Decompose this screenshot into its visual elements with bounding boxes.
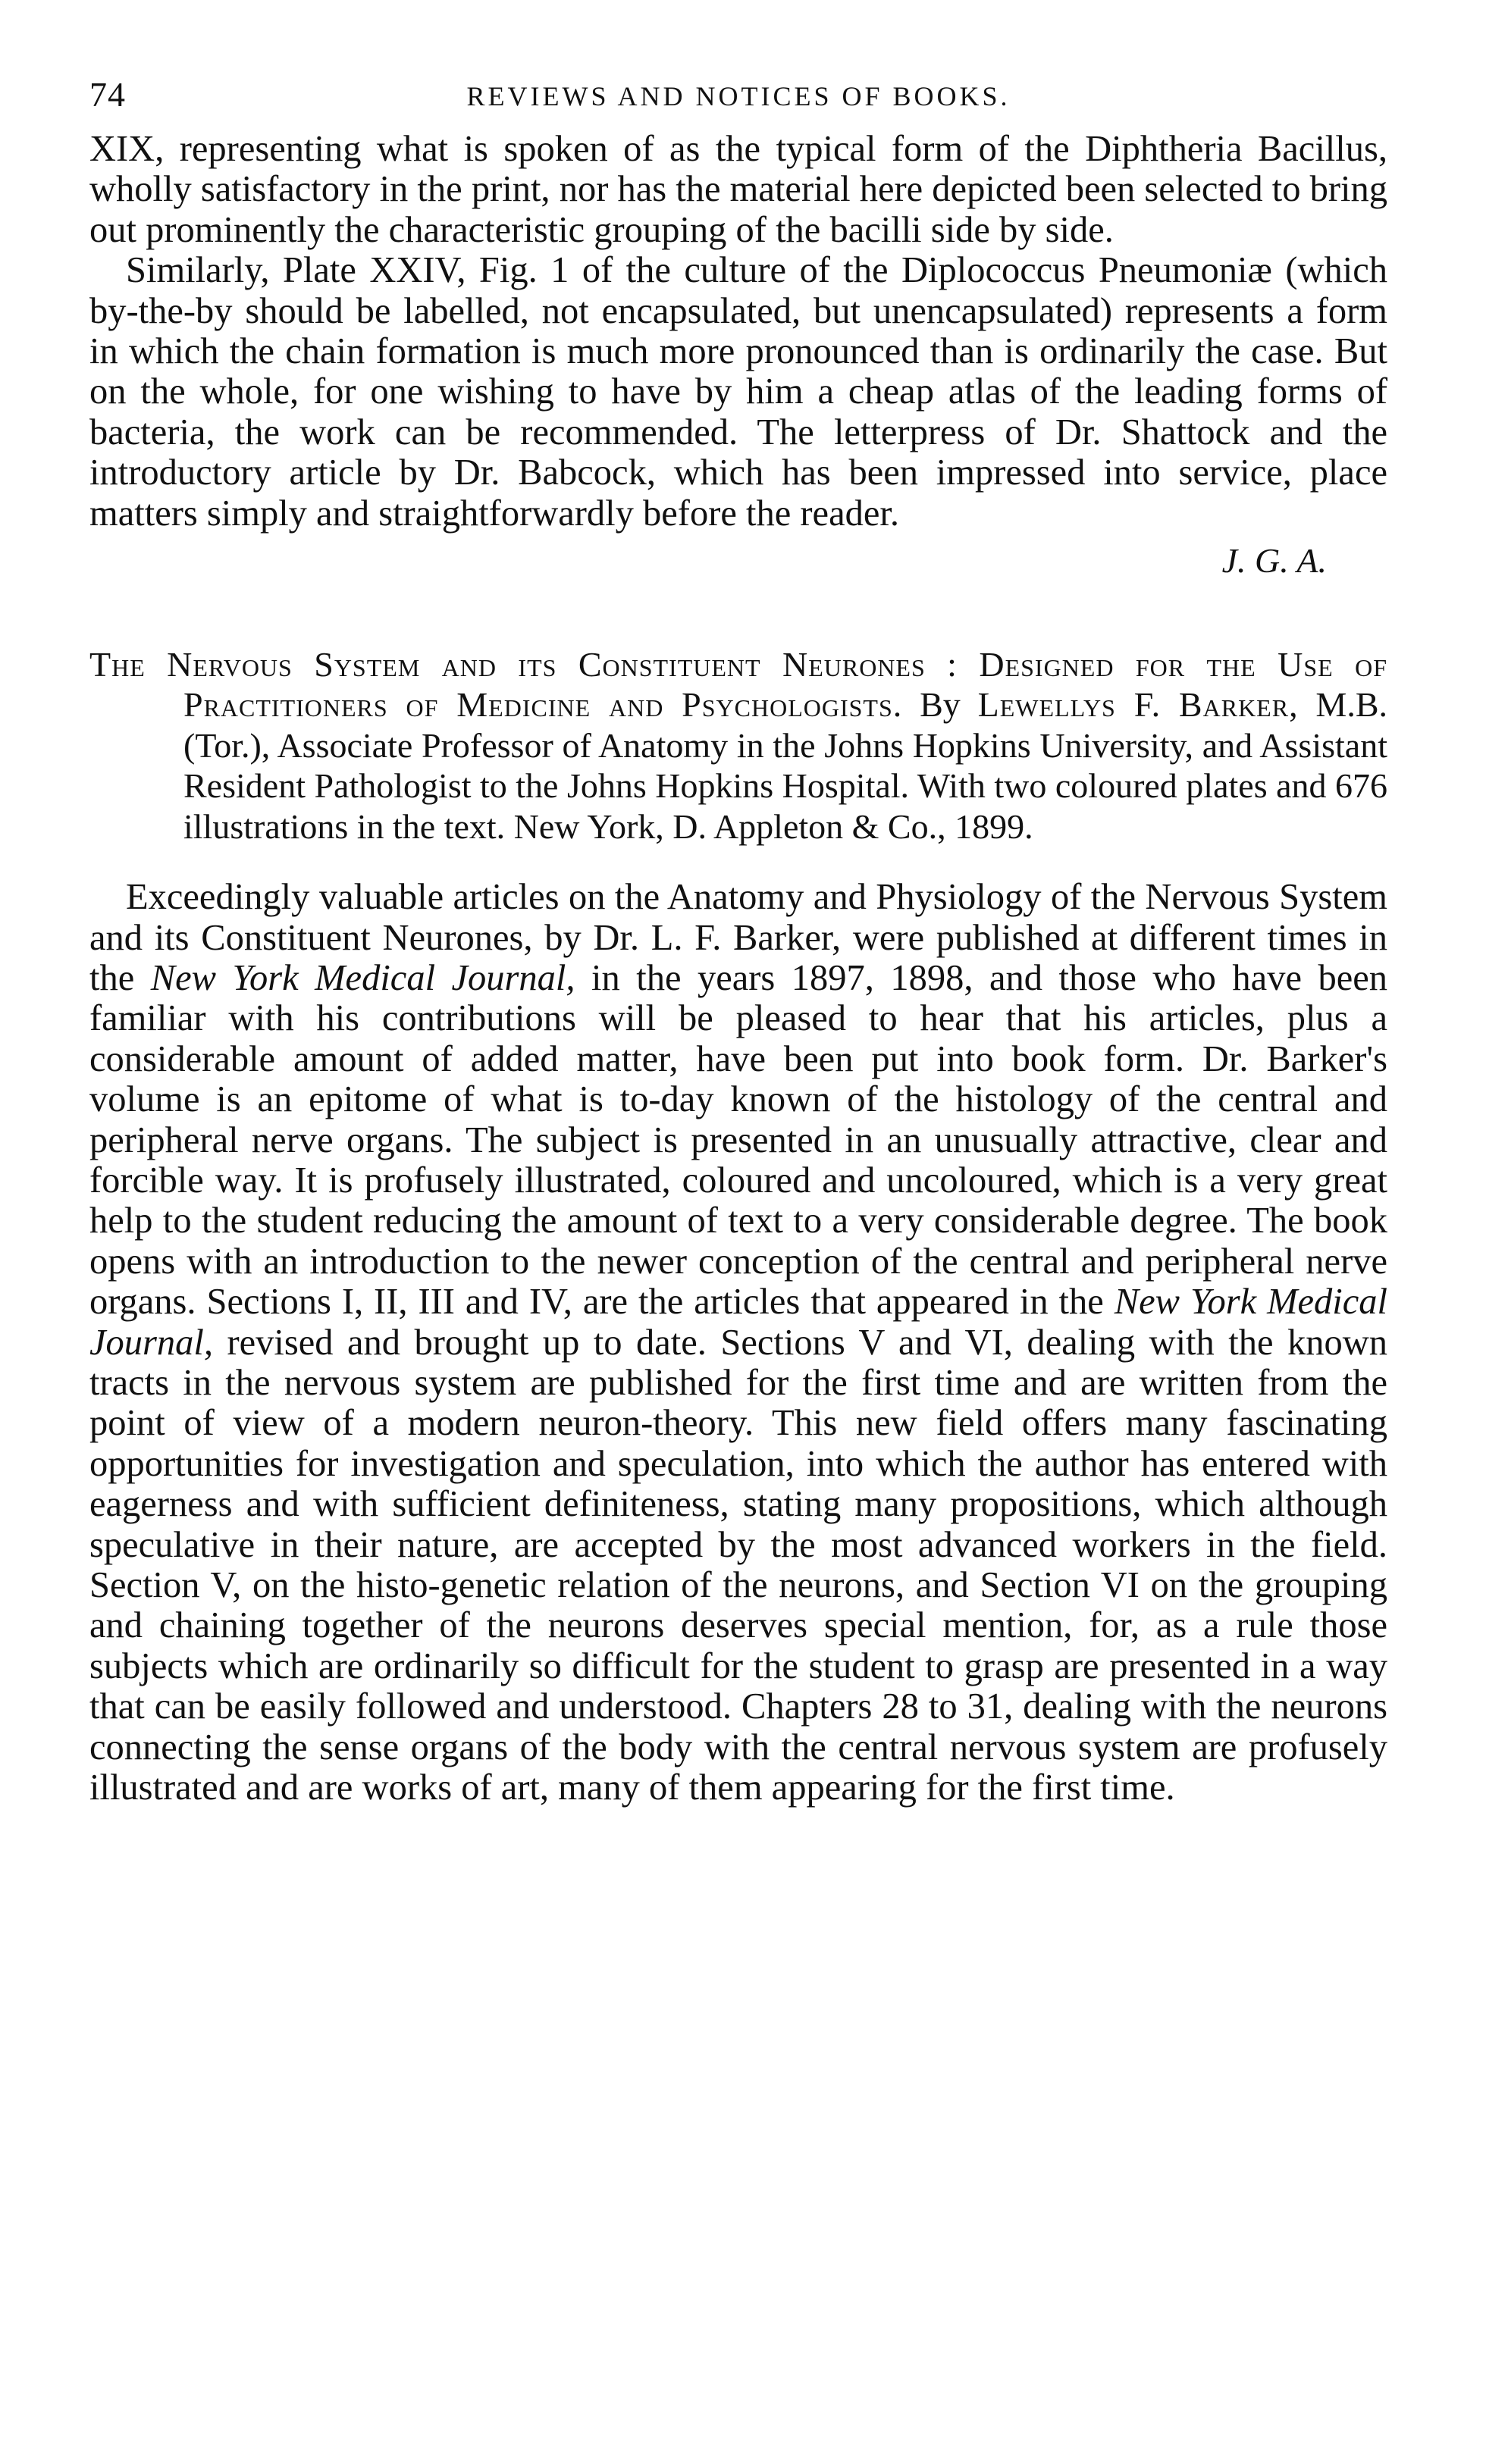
book-citation [89,644,1387,847]
book-by: By [920,685,961,725]
review-text-part-3: revised and brought up to date. Sections V and VI, dealing with the known tracts in the nervous system are published for the first time and are written from the point of view of a modern neuron-theory. This new field offers many fascinating opportunities for investigation and speculation, into which the author has entered with eagerness and with sufficient definiteness, stating many propositions, which although speculative in their nature, are accepted by the most advanced workers in the field. Section V, on the histo-genetic relation of the neurons, and Section VI on the grouping and chaining together of the neurons deserves special mention, for, as a rule those subjects which are ordinarily so difficult for the student to grasp are presented in a way that can be easily followed and understood. Chapters 28 to 31, dealing with the neurons connecting the sense organs of the body with the central nervous system are profusely illustrated and are works of art, many of them appearing for the first time. [89,1322,1387,1808]
journal-title-2: New York Medical Journal, [89,1282,1388,1363]
review-text-part-1: Exceedingly valuable articles on the Anatomy and Physiology of the Nervous System and its Constituent Neurones, by Dr. L. F. Barker, were published at different times in the [89,877,1387,998]
running-title: REVIEWS AND NOTICES OF BOOKS. [466,81,1011,111]
book-title: The Nervous System and its Constituent Neurones : Designed for the Use of Practitioners of Medicine and Psychologists. [89,645,1387,725]
section-gap [89,847,1387,877]
running-header [89,61,1387,129]
journal-title-1: New York Medical Journal, [150,957,575,998]
review-text-part-2: in the years 1897, 1898, and those who have been familiar with his contributions will be pleased to hear that his articles, plus a considerable amount of added matter, have been put into book form. Dr. Barker's volume is an epitome of what is to-day known of the histology of the central and peripheral nerve organs. The subject is presented in an unusually attractive, clear and forcible way. It is profusely illustrated, coloured and uncoloured, which is a very great help to the student reducing the amount of text to a very considerable degree. The book opens with an introduction to the newer conception of the central and peripheral nerve organs. Sections I, II, III and IV, are the articles that appeared in the [89,957,1388,1323]
page-number: 74 [89,75,126,114]
review-continuation-paragraph: XIX, representing what is spoken of as the typical form of the Diphtheria Bacillus, wholly satisfactory in the print, nor has the material here depicted been selected to bring out prominently the characteristic grouping of the bacilli side by side. [89,129,1387,250]
document-page [89,61,1387,1808]
review-body-paragraph [89,877,1387,1808]
reviewer-signature: J. G. A. [1221,541,1327,581]
book-author: Lewellys F. Barker, [977,685,1299,725]
book-details: M.B. (Tor.), Associate Professor of Anatomy in the Johns Hopkins University, and Assistant Resident Pathologist to the Johns Hopkins Hospital. With two coloured plates and 676 illustrations in the text. New York, D. Appleton & Co., 1899. [183,685,1388,846]
review-paragraph-plate: Similarly, Plate XXIV, Fig. 1 of the culture of the Diplococcus Pneumoniæ (which by-the-by should be labelled, not encapsulated, but unencapsulated) represents a form in which the chain formation is much more pronounced than is ordinarily the case. But on the whole, for one wishing to have by him a cheap atlas of the leading forms of bacteria, the work can be recommended. The letterpress of Dr. Shattock and the introductory article by Dr. Babcock, which has been impressed into service, place matters simply and straightforwardly before the reader. [89,250,1387,534]
